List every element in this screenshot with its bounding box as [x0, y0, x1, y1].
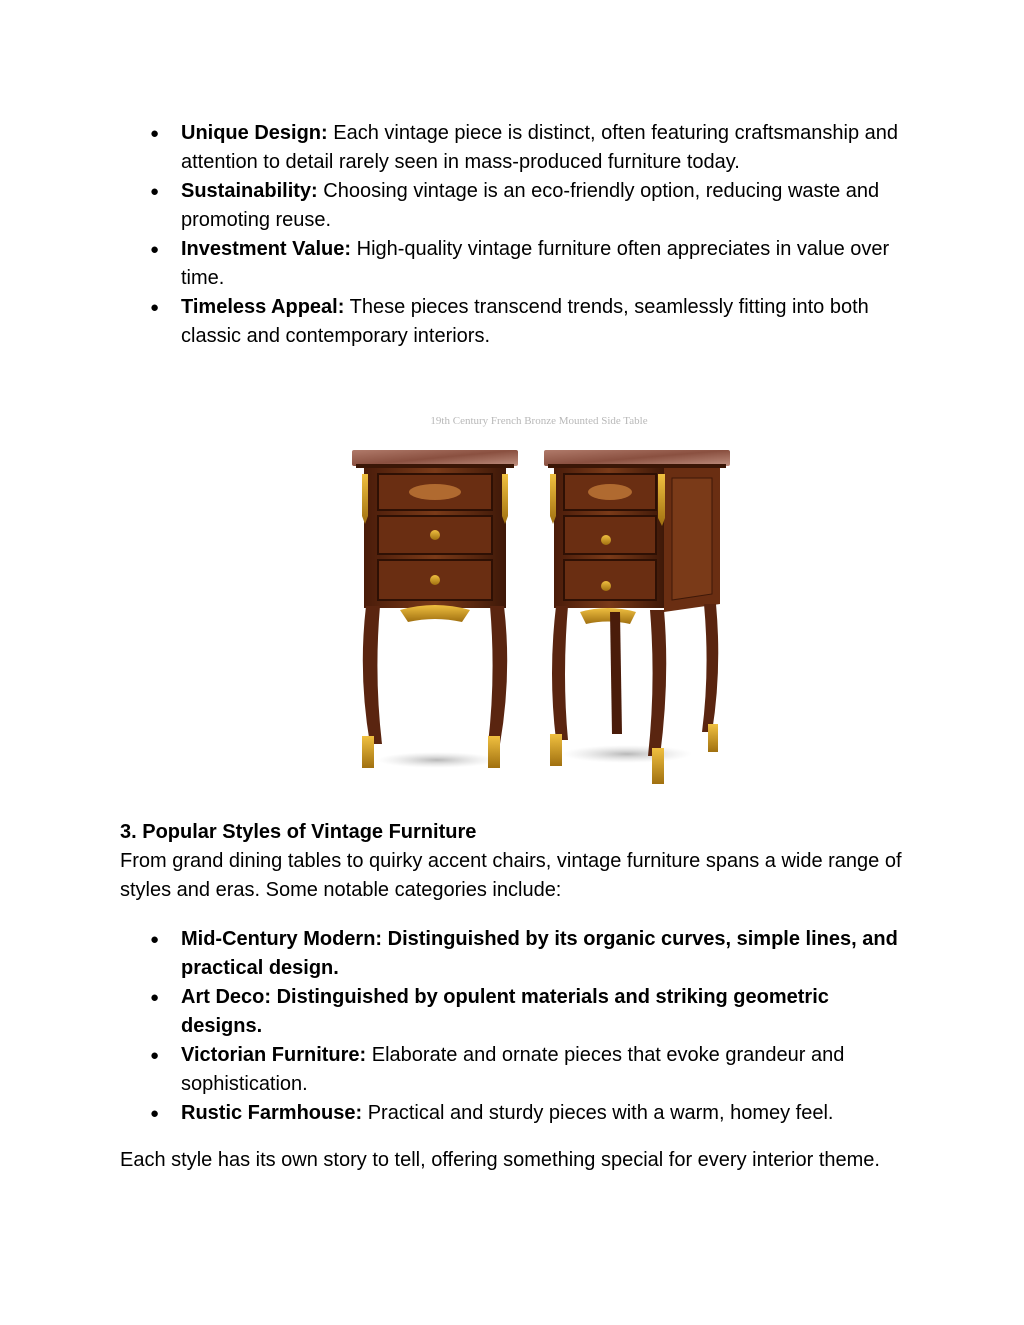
section-intro: From grand dining tables to quirky accent chairs, vintage furniture spans a wide range of styles and eras. Some notable categories include: — [120, 850, 902, 901]
item-text: Each vintage piece is distinct, often featuring craftsmanship and attention to detail rarely seen in mass-produced furniture today. — [181, 122, 898, 173]
item-term: Timeless Appeal: — [181, 296, 345, 318]
bullet-icon: ● — [150, 1047, 160, 1064]
bullet-icon: ● — [150, 1105, 160, 1122]
benefits-list — [120, 119, 910, 351]
item-term: Investment Value: — [181, 238, 352, 260]
list-item — [120, 925, 910, 983]
list-item — [120, 1099, 910, 1128]
item-text: Practical and sturdy pieces with a warm, homey feel. — [362, 1102, 834, 1124]
closing-paragraph: Each style has its own story to tell, offering something special for every interior theme. — [120, 1149, 880, 1171]
list-item — [120, 293, 910, 351]
item-term: Sustainability: — [181, 180, 318, 202]
bullet-icon: ● — [150, 989, 160, 1006]
list-item — [120, 119, 910, 177]
list-item — [120, 235, 910, 293]
list-item — [120, 983, 910, 1041]
side-tables-photo — [342, 398, 744, 796]
list-item — [120, 177, 910, 235]
photo-caption: 19th Century French Bronze Mounted Side Table — [430, 415, 648, 427]
item-term: Mid-Century Modern: Distinguished by its organic curves, simple lines, and practical design. — [181, 928, 898, 979]
bullet-icon: ● — [150, 183, 160, 200]
item-term: Unique Design: — [181, 122, 328, 144]
bullet-icon: ● — [150, 125, 160, 142]
item-term: Rustic Farmhouse: — [181, 1102, 363, 1124]
item-text: High-quality vintage furniture often appreciates in value over time. — [181, 238, 890, 289]
bullet-icon: ● — [150, 299, 160, 316]
item-text: Elaborate and ornate pieces that evoke grandeur and sophistication. — [181, 1044, 845, 1095]
item-term: Victorian Furniture: — [181, 1044, 367, 1066]
item-text: These pieces transcend trends, seamlessly fitting into both classic and contemporary interiors. — [181, 296, 869, 347]
list-item — [120, 1041, 910, 1099]
item-term: Art Deco: Distinguished by opulent materials and striking geometric designs. — [181, 986, 829, 1037]
bullet-icon: ● — [150, 931, 160, 948]
item-text: Choosing vintage is an eco-friendly option, reducing waste and promoting reuse. — [181, 180, 880, 231]
bullet-icon: ● — [150, 241, 160, 258]
styles-list — [120, 925, 910, 1128]
section-heading: 3. Popular Styles of Vintage Furniture — [120, 821, 477, 843]
